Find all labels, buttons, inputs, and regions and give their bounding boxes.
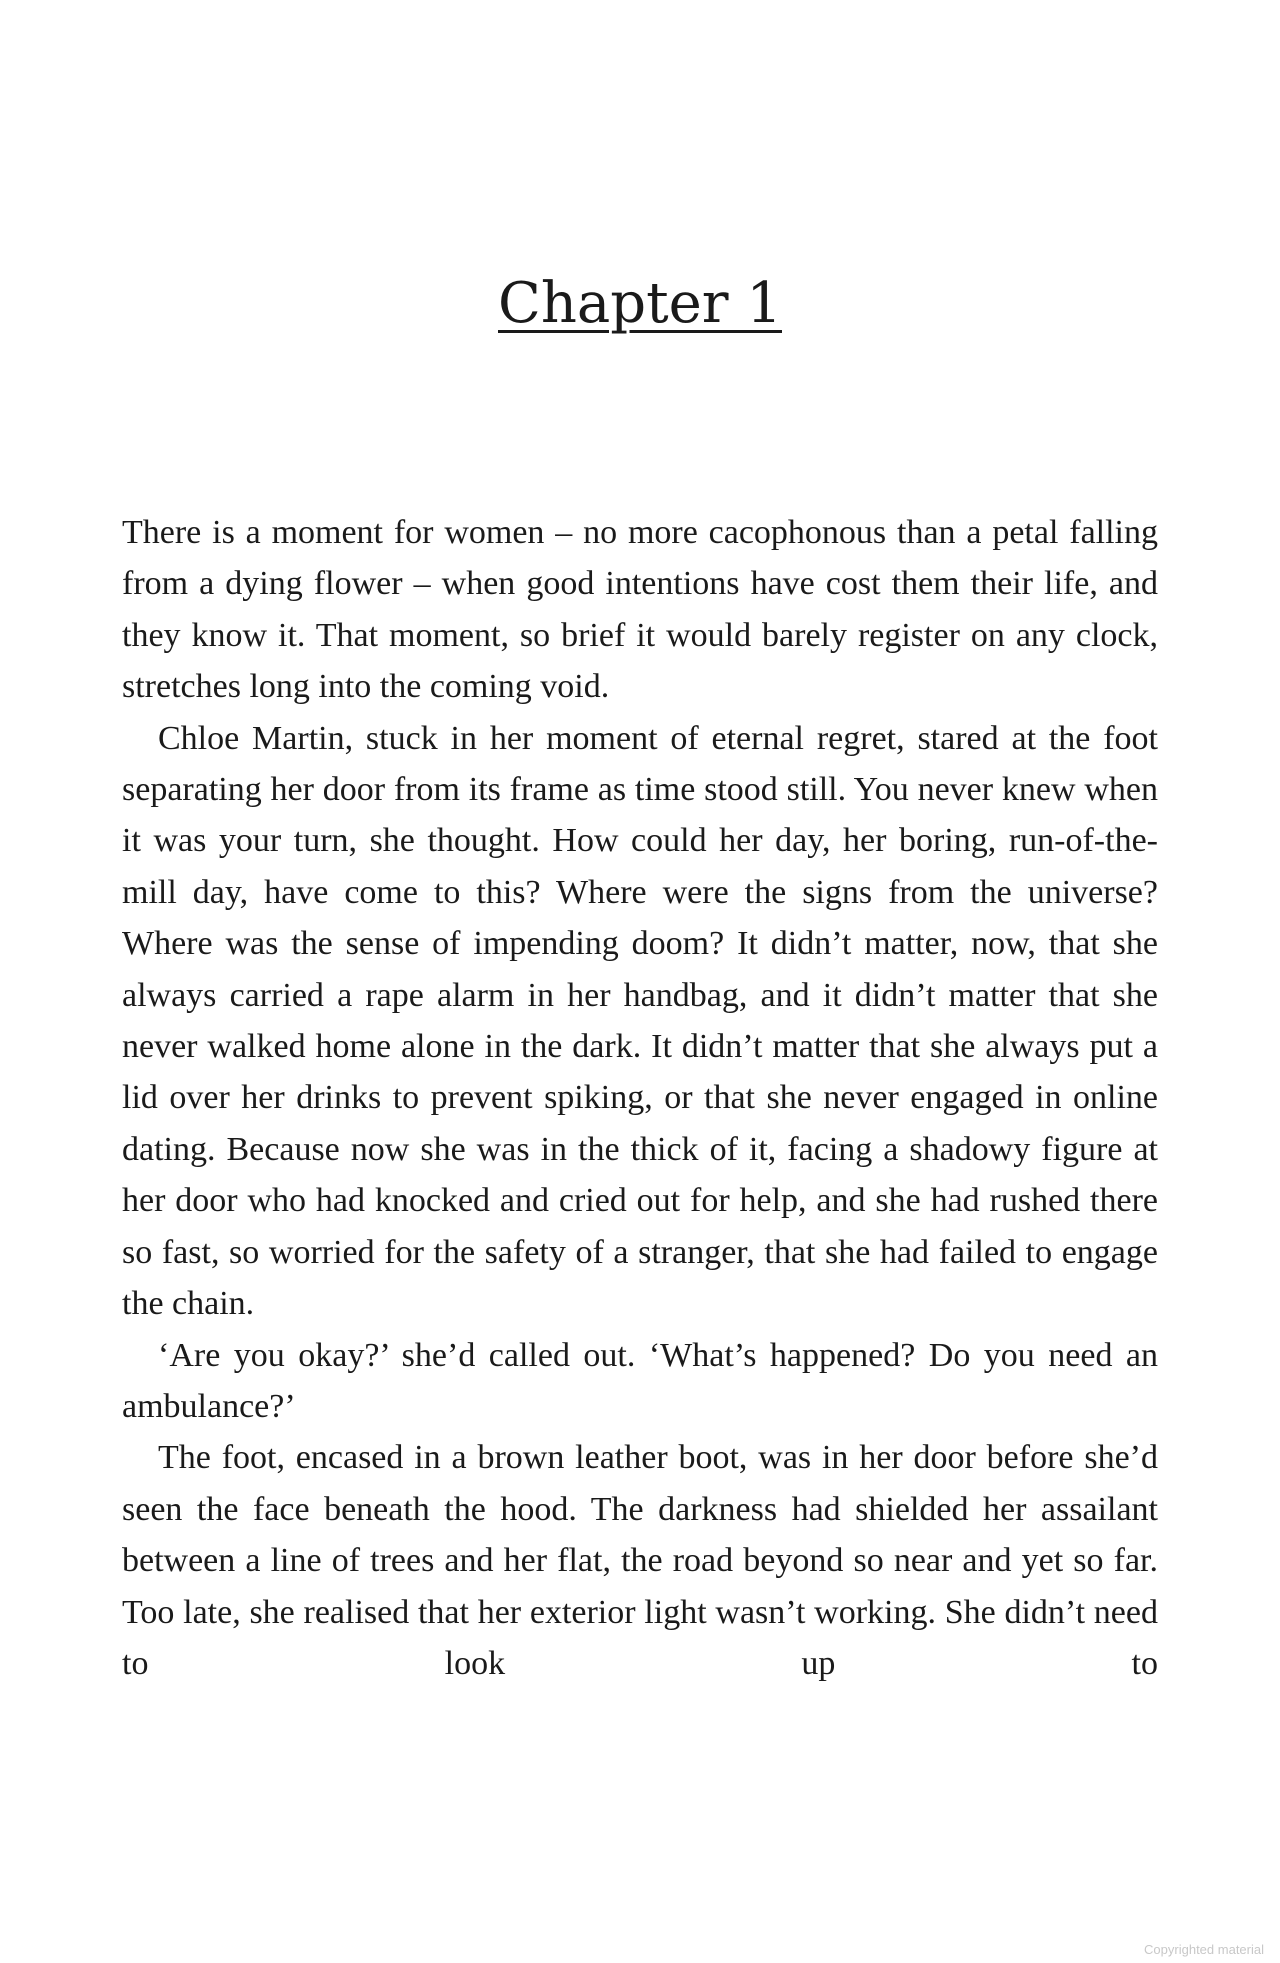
paragraph: The foot, encased in a brown leather boot, was in her door before she’d seen the face beneath the hood. The darkness had shielded her assailant between a line of trees and her flat, the road beyond so near and yet so far. Too late, she realised that her exterior light wasn’t working. She didn’t need to look up to	[122, 1439, 1158, 1682]
paragraph: There is a moment for women – no more cacophonous than a petal falling from a dying flower – when good intentions have cost them their life, and they know it. That moment, so brief it would barely register on any clock, stretches long into the coming void.	[122, 514, 1158, 706]
chapter-heading	[0, 270, 1280, 337]
copyright-watermark: Copyrighted material	[1144, 1942, 1264, 1957]
chapter-title: Chapter 1	[498, 271, 782, 336]
chapter-body	[122, 507, 1158, 1689]
paragraph: Chloe Martin, stuck in her moment of eternal regret, stared at the foot separating her door from its frame as time stood still. You never knew when it was your turn, she thought. How could her day, her boring, run-of-the-mill day, have come to this? Where were the signs from the universe? Where was the sense of impending doom? It didn’t matter, now, that she always carried a rape alarm in her handbag, and it didn’t matter that she never walked home alone in the dark. It didn’t matter that she always put a lid over her drinks to prevent spiking, or that she never engaged in online dating. Because now she was in the thick of it, facing a shadowy figure at her door who had knocked and cried out for help, and she had rushed there so fast, so worried for the safety of a stranger, that she had failed to engage the chain.	[122, 719, 1158, 1323]
paragraph: ‘Are you okay?’ she’d called out. ‘What’s happened? Do you need an ambulance?’	[122, 1336, 1158, 1425]
